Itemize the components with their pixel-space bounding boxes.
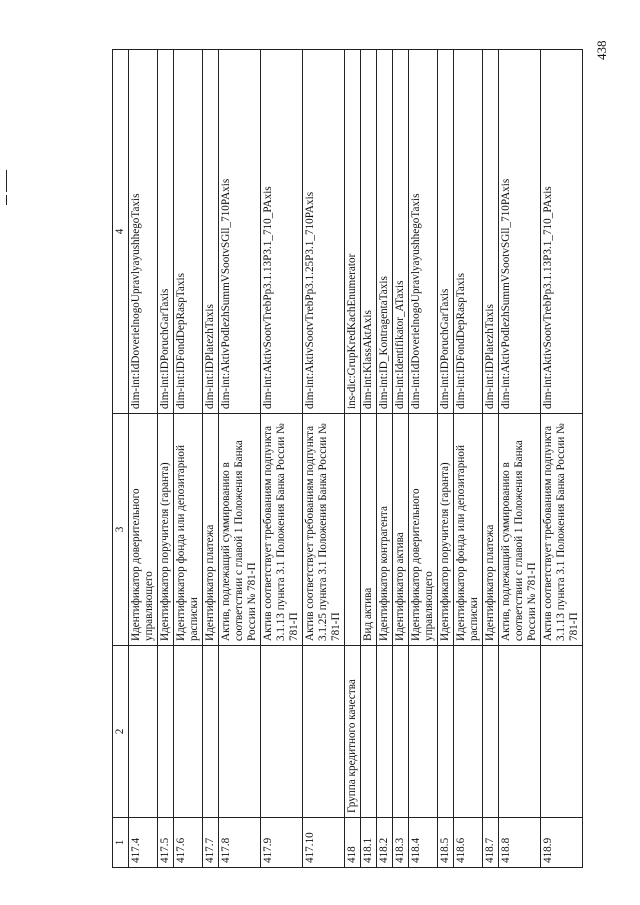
row-name-cell: Идентификатор контрагента bbox=[376, 414, 392, 646]
column-header: 2 bbox=[113, 646, 129, 818]
row-id-cell: 418.4 bbox=[408, 818, 437, 868]
data-table bbox=[112, 49, 583, 868]
row-id-cell: 418.8 bbox=[498, 818, 540, 868]
row-code-cell: dim-int:AktivSootvTrebPp3.1.13P3.1_710_PAxis bbox=[260, 50, 302, 414]
row-id-cell: 418.3 bbox=[392, 818, 408, 868]
row-id-cell: 417.8 bbox=[218, 818, 260, 868]
row-code-cell: dim-int:IdDoverielnogoUpravlyayushhegoTaxis bbox=[408, 50, 437, 414]
row-name-cell: Идентификатор платежа bbox=[482, 414, 498, 646]
table-row bbox=[202, 50, 218, 868]
table-row bbox=[437, 50, 453, 868]
row-code-cell: dim-int:AktivPodlezhSummVSootvSGll_710PAxis bbox=[498, 50, 540, 414]
row-id-cell: 418.7 bbox=[482, 818, 498, 868]
row-group-cell bbox=[173, 646, 202, 818]
row-name-cell: Вид актива bbox=[360, 414, 376, 646]
column-header: 3 bbox=[113, 414, 129, 646]
table-row bbox=[173, 50, 202, 868]
row-code-cell: dim-int:IDPoruchGarTaxis bbox=[157, 50, 173, 414]
row-code-cell: dim-int:IDFondDepRaspTaxis bbox=[453, 50, 482, 414]
table-body bbox=[128, 50, 582, 868]
row-group-cell: Группа кредитного качества bbox=[344, 646, 360, 818]
row-group-cell bbox=[392, 646, 408, 818]
row-name-cell: Идентификатор фонда или депозитарной расписки bbox=[453, 414, 482, 646]
row-name-cell: Актив, подлежащий суммированию в соответствии с главой 1 Положения Банка России № 781-П bbox=[218, 414, 260, 646]
table-row bbox=[157, 50, 173, 868]
rotated-table-container bbox=[112, 50, 580, 868]
row-group-cell bbox=[360, 646, 376, 818]
row-name-cell: Идентификатор платежа bbox=[202, 414, 218, 646]
row-code-cell: ins-dic:GrupKredKachEnumerator bbox=[344, 50, 360, 414]
row-name-cell: Идентификатор доверительного управляющего bbox=[128, 414, 157, 646]
row-code-cell: dim-int:IDPlatezhTaxis bbox=[202, 50, 218, 414]
row-name-cell: Идентификатор поручителя (гаранта) bbox=[437, 414, 453, 646]
margin-line bbox=[6, 195, 7, 205]
row-id-cell: 418 bbox=[344, 818, 360, 868]
table-row bbox=[498, 50, 540, 868]
row-group-cell bbox=[408, 646, 437, 818]
row-name-cell bbox=[344, 414, 360, 646]
row-id-cell: 417.10 bbox=[302, 818, 344, 868]
row-group-cell bbox=[498, 646, 540, 818]
row-id-cell: 417.9 bbox=[260, 818, 302, 868]
table-header-row bbox=[113, 50, 129, 868]
row-code-cell: dim-int:IDPlatezhTaxis bbox=[482, 50, 498, 414]
row-code-cell: dim-int:KlassAktAxis bbox=[360, 50, 376, 414]
row-code-cell: dim-int:Identifikator_ATaxis bbox=[392, 50, 408, 414]
row-name-cell: Идентификатор фонда или депозитарной расписки bbox=[173, 414, 202, 646]
row-id-cell: 417.5 bbox=[157, 818, 173, 868]
column-header: 1 bbox=[113, 818, 129, 868]
row-name-cell: Идентификатор актива bbox=[392, 414, 408, 646]
row-group-cell bbox=[376, 646, 392, 818]
row-code-cell: dim-int:IDPoruchGarTaxis bbox=[437, 50, 453, 414]
table-row bbox=[482, 50, 498, 868]
row-id-cell: 418.2 bbox=[376, 818, 392, 868]
row-code-cell: dim-int:AktivSootvTrebPp3.1.25P3.1_710PAxis bbox=[302, 50, 344, 414]
row-name-cell: Актив соответствует требованиям подпункта 3.1.13 пункта 3.1 Положения Банка России № 781-П bbox=[260, 414, 302, 646]
row-group-cell bbox=[302, 646, 344, 818]
table-row bbox=[376, 50, 392, 868]
row-name-cell: Актив соответствует требованиям подпункта 3.1.25 пункта 3.1 Положения Банка России № 781-П bbox=[302, 414, 344, 646]
row-group-cell bbox=[157, 646, 173, 818]
table-row bbox=[260, 50, 302, 868]
row-id-cell: 418.6 bbox=[453, 818, 482, 868]
row-group-cell bbox=[202, 646, 218, 818]
page-number: 438 bbox=[594, 40, 609, 60]
row-code-cell: dim-int:IDFondDepRaspTaxis bbox=[173, 50, 202, 414]
row-group-cell bbox=[453, 646, 482, 818]
table-row bbox=[408, 50, 437, 868]
row-group-cell bbox=[218, 646, 260, 818]
row-name-cell: Идентификатор доверительного управляющего bbox=[408, 414, 437, 646]
row-id-cell: 417.4 bbox=[128, 818, 157, 868]
column-header: 4 bbox=[113, 50, 129, 414]
table-row bbox=[360, 50, 376, 868]
row-name-cell: Идентификатор поручителя (гаранта) bbox=[157, 414, 173, 646]
row-group-cell bbox=[128, 646, 157, 818]
row-id-cell: 417.7 bbox=[202, 818, 218, 868]
row-group-cell bbox=[540, 646, 582, 818]
row-id-cell: 417.6 bbox=[173, 818, 202, 868]
row-code-cell: dim-int:IdDoverielnogoUpravlyayushhegoTaxis bbox=[128, 50, 157, 414]
row-id-cell: 418.5 bbox=[437, 818, 453, 868]
row-id-cell: 418.1 bbox=[360, 818, 376, 868]
row-name-cell: Актив соответствует требованиям подпункта 3.1.13 пункта 3.1 Положения Банка России № 781-П bbox=[540, 414, 582, 646]
row-group-cell bbox=[260, 646, 302, 818]
table-row bbox=[128, 50, 157, 868]
margin-line bbox=[6, 170, 7, 192]
row-code-cell: dim-int:AktivSootvTrebPp3.1.13P3.1_710_PAxis bbox=[540, 50, 582, 414]
table-row bbox=[218, 50, 260, 868]
table-row bbox=[344, 50, 360, 868]
row-id-cell: 418.9 bbox=[540, 818, 582, 868]
table-row bbox=[540, 50, 582, 868]
row-group-cell bbox=[482, 646, 498, 818]
row-name-cell: Актив, подлежащий суммированию в соответствии с главой 1 Положения Банка России № 781-П bbox=[498, 414, 540, 646]
row-group-cell bbox=[437, 646, 453, 818]
table-row bbox=[302, 50, 344, 868]
table-row bbox=[453, 50, 482, 868]
row-code-cell: dim-int:AktivPodlezhSummVSootvSGll_710PAxis bbox=[218, 50, 260, 414]
row-code-cell: dim-int:ID_KontragentaTaxis bbox=[376, 50, 392, 414]
table-row bbox=[392, 50, 408, 868]
